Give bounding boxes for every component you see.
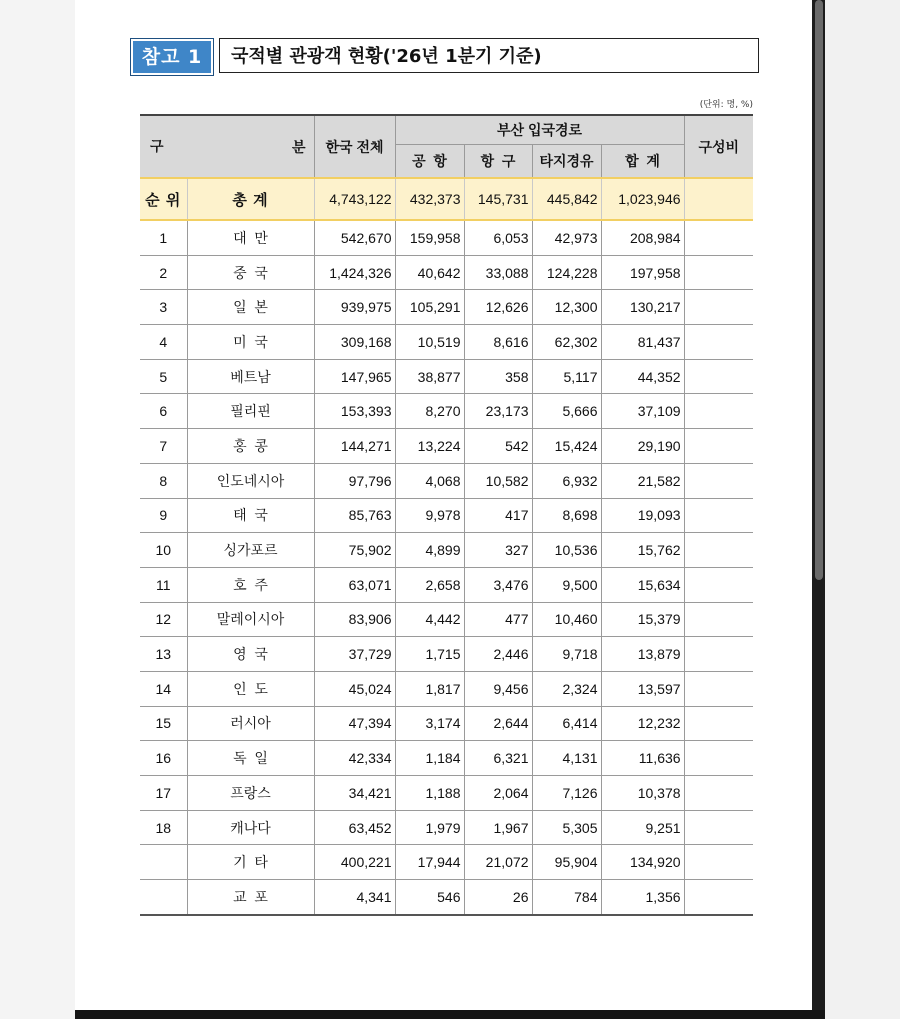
table-row xyxy=(140,637,753,672)
bottom-edge xyxy=(75,1010,825,1019)
row-port: 8,616 xyxy=(464,325,532,360)
row-rank: 2 xyxy=(140,255,187,290)
row-sum: 1,356 xyxy=(601,880,684,915)
row-other-route: 10,536 xyxy=(532,533,601,568)
table-row xyxy=(140,706,753,741)
row-airport: 8,270 xyxy=(395,394,464,429)
row-other-route: 4,131 xyxy=(532,741,601,776)
row-country: 중 국 xyxy=(187,255,314,290)
row-airport: 3,174 xyxy=(395,706,464,741)
row-share xyxy=(684,880,753,915)
right-margin xyxy=(825,0,900,1019)
row-share xyxy=(684,325,753,360)
row-country: 홍 콩 xyxy=(187,429,314,464)
row-share xyxy=(684,706,753,741)
row-airport: 4,442 xyxy=(395,602,464,637)
row-sum: 10,378 xyxy=(601,776,684,811)
row-sum: 81,437 xyxy=(601,325,684,360)
row-port: 21,072 xyxy=(464,845,532,880)
row-rank: 3 xyxy=(140,290,187,325)
row-port: 2,064 xyxy=(464,776,532,811)
header-other-route: 타지경유 xyxy=(532,145,601,179)
scrollbar-thumb[interactable] xyxy=(815,0,823,580)
row-sum: 29,190 xyxy=(601,429,684,464)
row-port: 2,446 xyxy=(464,637,532,672)
row-rank xyxy=(140,880,187,915)
row-country: 인도네시아 xyxy=(187,463,314,498)
row-rank: 10 xyxy=(140,533,187,568)
row-country: 캐나다 xyxy=(187,810,314,845)
row-share xyxy=(684,776,753,811)
total-rank-label: 순 위 xyxy=(140,178,187,220)
row-sum: 15,634 xyxy=(601,567,684,602)
header-airport: 공 항 xyxy=(395,145,464,179)
row-share xyxy=(684,845,753,880)
row-korea-total: 85,763 xyxy=(314,498,395,533)
row-korea-total: 147,965 xyxy=(314,359,395,394)
row-country: 인 도 xyxy=(187,671,314,706)
table-row xyxy=(140,810,753,845)
row-airport: 4,899 xyxy=(395,533,464,568)
row-country: 영 국 xyxy=(187,637,314,672)
row-korea-total: 144,271 xyxy=(314,429,395,464)
tourist-stats-table xyxy=(140,114,753,916)
row-other-route: 15,424 xyxy=(532,429,601,464)
row-korea-total: 97,796 xyxy=(314,463,395,498)
row-port: 358 xyxy=(464,359,532,394)
row-sum: 15,379 xyxy=(601,602,684,637)
row-share xyxy=(684,637,753,672)
row-port: 9,456 xyxy=(464,671,532,706)
row-rank: 17 xyxy=(140,776,187,811)
table-row xyxy=(140,671,753,706)
row-rank: 13 xyxy=(140,637,187,672)
row-other-route: 12,300 xyxy=(532,290,601,325)
row-country: 말레이시아 xyxy=(187,602,314,637)
unit-note: (단위: 명, %) xyxy=(699,100,753,110)
row-sum: 134,920 xyxy=(601,845,684,880)
row-rank: 15 xyxy=(140,706,187,741)
row-rank: 6 xyxy=(140,394,187,429)
row-share xyxy=(684,255,753,290)
row-airport: 105,291 xyxy=(395,290,464,325)
row-airport: 546 xyxy=(395,880,464,915)
table-row xyxy=(140,325,753,360)
row-rank: 12 xyxy=(140,602,187,637)
table-row xyxy=(140,255,753,290)
row-country: 대 만 xyxy=(187,220,314,255)
row-korea-total: 47,394 xyxy=(314,706,395,741)
row-port: 477 xyxy=(464,602,532,637)
header-share: 구성비 xyxy=(684,115,753,178)
row-port: 542 xyxy=(464,429,532,464)
row-port: 6,321 xyxy=(464,741,532,776)
row-country: 일 본 xyxy=(187,290,314,325)
row-rank: 11 xyxy=(140,567,187,602)
row-other-route: 9,500 xyxy=(532,567,601,602)
row-airport: 4,068 xyxy=(395,463,464,498)
row-country: 기 타 xyxy=(187,845,314,880)
header-gubun-right: 분 xyxy=(187,115,314,178)
row-other-route: 8,698 xyxy=(532,498,601,533)
table-body xyxy=(140,178,753,915)
row-share xyxy=(684,463,753,498)
row-korea-total: 542,670 xyxy=(314,220,395,255)
header-sum: 합 계 xyxy=(601,145,684,179)
row-rank: 4 xyxy=(140,325,187,360)
header-korea-total: 한국 전체 xyxy=(314,115,395,178)
row-sum: 37,109 xyxy=(601,394,684,429)
table-row xyxy=(140,290,753,325)
row-airport: 9,978 xyxy=(395,498,464,533)
row-sum: 13,597 xyxy=(601,671,684,706)
row-country: 호 주 xyxy=(187,567,314,602)
row-share xyxy=(684,671,753,706)
row-country: 러시아 xyxy=(187,706,314,741)
row-rank: 1 xyxy=(140,220,187,255)
row-sum: 9,251 xyxy=(601,810,684,845)
row-other-route: 62,302 xyxy=(532,325,601,360)
row-share xyxy=(684,498,753,533)
row-airport: 40,642 xyxy=(395,255,464,290)
table-row xyxy=(140,567,753,602)
row-other-route: 95,904 xyxy=(532,845,601,880)
header-row-1 xyxy=(140,115,753,145)
row-rank: 5 xyxy=(140,359,187,394)
row-airport: 10,519 xyxy=(395,325,464,360)
table-row xyxy=(140,533,753,568)
row-korea-total: 153,393 xyxy=(314,394,395,429)
row-korea-total: 939,975 xyxy=(314,290,395,325)
row-country: 필리핀 xyxy=(187,394,314,429)
table-row xyxy=(140,776,753,811)
row-other-route: 2,324 xyxy=(532,671,601,706)
row-airport: 1,715 xyxy=(395,637,464,672)
row-rank: 16 xyxy=(140,741,187,776)
row-airport: 1,817 xyxy=(395,671,464,706)
row-share xyxy=(684,741,753,776)
total-port: 145,731 xyxy=(464,178,532,220)
row-port: 1,967 xyxy=(464,810,532,845)
row-other-route: 5,117 xyxy=(532,359,601,394)
left-margin xyxy=(0,0,75,1019)
row-airport: 1,979 xyxy=(395,810,464,845)
row-rank xyxy=(140,845,187,880)
row-sum: 130,217 xyxy=(601,290,684,325)
row-airport: 13,224 xyxy=(395,429,464,464)
row-port: 327 xyxy=(464,533,532,568)
row-korea-total: 83,906 xyxy=(314,602,395,637)
row-country: 싱가포르 xyxy=(187,533,314,568)
row-rank: 8 xyxy=(140,463,187,498)
row-country: 미 국 xyxy=(187,325,314,360)
row-country: 교 포 xyxy=(187,880,314,915)
row-other-route: 10,460 xyxy=(532,602,601,637)
table-row xyxy=(140,220,753,255)
row-rank: 7 xyxy=(140,429,187,464)
table-row xyxy=(140,880,753,915)
row-country: 프랑스 xyxy=(187,776,314,811)
row-share xyxy=(684,602,753,637)
row-other-route: 9,718 xyxy=(532,637,601,672)
row-port: 33,088 xyxy=(464,255,532,290)
table-row xyxy=(140,845,753,880)
row-korea-total: 1,424,326 xyxy=(314,255,395,290)
total-label: 총 계 xyxy=(187,178,314,220)
row-airport: 17,944 xyxy=(395,845,464,880)
row-other-route: 5,305 xyxy=(532,810,601,845)
row-korea-total: 34,421 xyxy=(314,776,395,811)
row-sum: 19,093 xyxy=(601,498,684,533)
row-share xyxy=(684,290,753,325)
row-country: 독 일 xyxy=(187,741,314,776)
table-row xyxy=(140,602,753,637)
row-airport: 159,958 xyxy=(395,220,464,255)
row-share xyxy=(684,533,753,568)
row-port: 3,476 xyxy=(464,567,532,602)
row-share xyxy=(684,359,753,394)
document-title: 국적별 관광객 현황('26년 1분기 기준) xyxy=(219,38,759,73)
row-rank: 14 xyxy=(140,671,187,706)
row-korea-total: 45,024 xyxy=(314,671,395,706)
row-port: 26 xyxy=(464,880,532,915)
total-share xyxy=(684,178,753,220)
row-korea-total: 75,902 xyxy=(314,533,395,568)
row-other-route: 7,126 xyxy=(532,776,601,811)
row-share xyxy=(684,394,753,429)
row-port: 417 xyxy=(464,498,532,533)
header-gubun-left: 구 xyxy=(140,115,187,178)
header-busan-entry: 부산 입국경로 xyxy=(395,115,684,145)
row-other-route: 784 xyxy=(532,880,601,915)
table-row xyxy=(140,394,753,429)
row-korea-total: 309,168 xyxy=(314,325,395,360)
reference-badge: 참고 1 xyxy=(130,38,214,76)
row-sum: 15,762 xyxy=(601,533,684,568)
table-row xyxy=(140,498,753,533)
row-sum: 21,582 xyxy=(601,463,684,498)
row-sum: 197,958 xyxy=(601,255,684,290)
row-other-route: 124,228 xyxy=(532,255,601,290)
total-row xyxy=(140,178,753,220)
row-airport: 1,184 xyxy=(395,741,464,776)
row-other-route: 6,932 xyxy=(532,463,601,498)
document-page xyxy=(75,0,812,1010)
row-sum: 11,636 xyxy=(601,741,684,776)
row-airport: 1,188 xyxy=(395,776,464,811)
row-sum: 13,879 xyxy=(601,637,684,672)
total-airport: 432,373 xyxy=(395,178,464,220)
row-korea-total: 63,071 xyxy=(314,567,395,602)
row-airport: 2,658 xyxy=(395,567,464,602)
total-sum: 1,023,946 xyxy=(601,178,684,220)
row-share xyxy=(684,429,753,464)
row-sum: 44,352 xyxy=(601,359,684,394)
total-korea: 4,743,122 xyxy=(314,178,395,220)
table-row xyxy=(140,359,753,394)
row-port: 10,582 xyxy=(464,463,532,498)
row-other-route: 6,414 xyxy=(532,706,601,741)
row-port: 6,053 xyxy=(464,220,532,255)
row-other-route: 5,666 xyxy=(532,394,601,429)
table-row xyxy=(140,429,753,464)
row-share xyxy=(684,567,753,602)
row-sum: 208,984 xyxy=(601,220,684,255)
row-share xyxy=(684,810,753,845)
table-row xyxy=(140,741,753,776)
row-share xyxy=(684,220,753,255)
row-country: 베트남 xyxy=(187,359,314,394)
row-korea-total: 63,452 xyxy=(314,810,395,845)
row-korea-total: 400,221 xyxy=(314,845,395,880)
row-other-route: 42,973 xyxy=(532,220,601,255)
row-rank: 9 xyxy=(140,498,187,533)
row-korea-total: 37,729 xyxy=(314,637,395,672)
row-sum: 12,232 xyxy=(601,706,684,741)
row-port: 2,644 xyxy=(464,706,532,741)
row-airport: 38,877 xyxy=(395,359,464,394)
total-other-route: 445,842 xyxy=(532,178,601,220)
row-country: 태 국 xyxy=(187,498,314,533)
row-rank: 18 xyxy=(140,810,187,845)
row-korea-total: 42,334 xyxy=(314,741,395,776)
table-row xyxy=(140,463,753,498)
row-port: 23,173 xyxy=(464,394,532,429)
row-port: 12,626 xyxy=(464,290,532,325)
header-port: 항 구 xyxy=(464,145,532,179)
row-korea-total: 4,341 xyxy=(314,880,395,915)
